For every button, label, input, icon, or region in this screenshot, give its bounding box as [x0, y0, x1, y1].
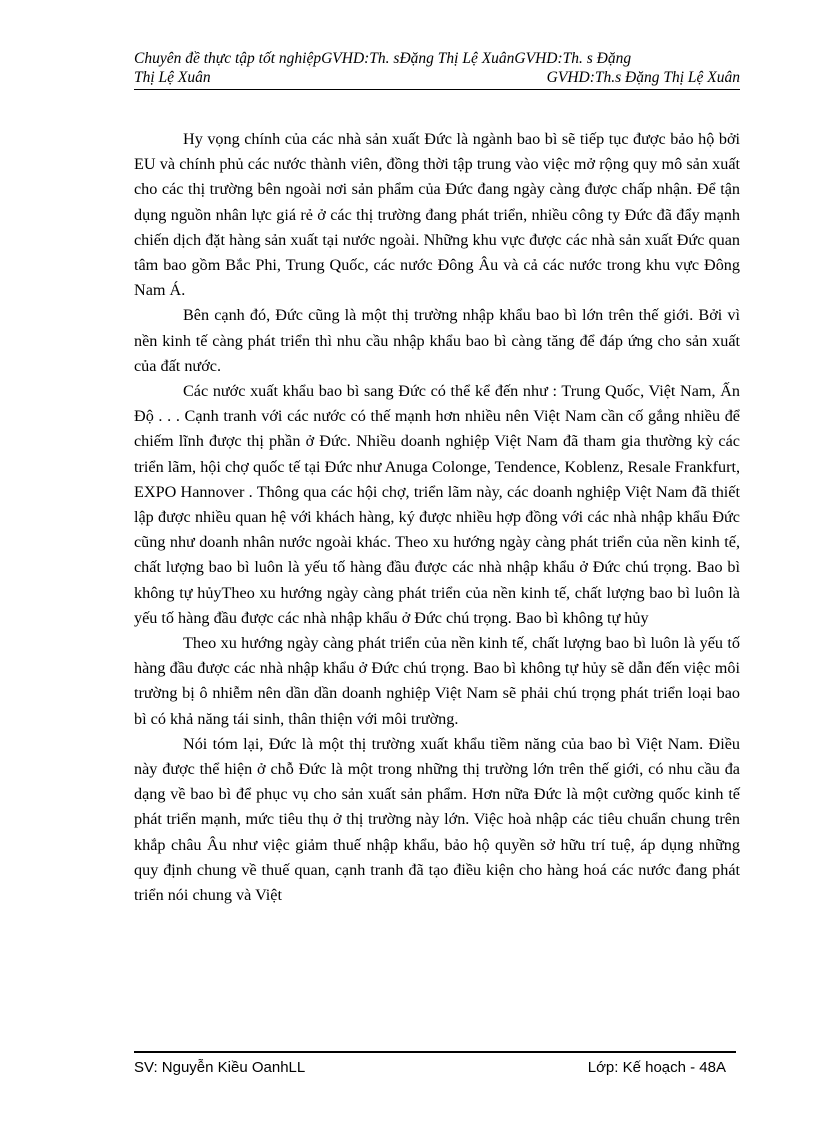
paragraph-5: Nói tóm lại, Đức là một thị trường xuất khẩu tiềm năng của bao bì Việt Nam. Điều này được thể hiện ở chỗ Đức là một trong những thị trường lớn trên thế giới, có nhu cầu đa dạng về bao bì để phục vụ cho sản xuất sản phẩm. Hơn nữa Đức là một cường quốc kinh tế phát triển mạnh, mức tiêu thụ ở thị trường này lớn. Việc hoà nhập các tiêu chuẩn chung trên khắp châu Âu như việc giảm thuế nhập khẩu, bảo hộ quyền sở hữu trí tuệ, áp dụng những quy định chung về thuế quan, cạnh tranh đã tạo điều kiện cho hàng hoá các nước đang phát triển nói chung và Việt [134, 734, 740, 905]
paragraph-1: Hy vọng chính của các nhà sản xuất Đức là ngành bao bì sẽ tiếp tục được bảo hộ bởi EU và chính phủ các nước thành viên, đồng thời tập trung vào việc mở rộng quy mô sản xuất cho các thị trường bên ngoài nơi sản phẩm của Đức đang ngày càng được chấp nhận. Để tận dụng nguồn nhân lực giá rẻ ở các thị trường đang phát triển, nhiều công ty Đức đã đẩy mạnh chiến dịch đặt hàng sản xuất tại nước ngoài. Những khu vực được các nhà sản xuất Đức quan tâm bao gồm Bắc Phi, Trung Quốc, các nước Đông Âu và cả các nước trong khu vực Đông Nam Á. [134, 130, 740, 300]
page-footer [134, 1051, 736, 1076]
header-line-2-right: GVHD:Th.s Đặng Thị Lệ Xuân [546, 69, 740, 86]
page-header [134, 49, 740, 90]
header-line-1: Chuyên đề thực tập tốt nghiệpGVHD:Th. sĐặng Thị Lệ XuânGVHD:Th. s Đặng [134, 50, 632, 67]
footer-class: Lớp: Kế hoạch - 48A [587, 1059, 726, 1076]
paragraph-3: Các nước xuất khẩu bao bì sang Đức có thể kể đến như : Trung Quốc, Việt Nam, Ấn Độ . . . Cạnh tranh với các nước có thế mạnh hơn nhiều nên Việt Nam cần cố gắng nhiều để chiếm lĩnh được thị phần ở Đức. Nhiều doanh nghiệp Việt Nam đã tham gia thường kỳ các triển lãm, hội chợ quốc tế tại Đức như Anuga Colonge, Tendence, Koblenz, Resale Frankfurt, EXPO Hannover . Thông qua các hội chợ, triển lãm này, các doanh nghiệp Việt Nam đã thiết lập được nhiều quan hệ với khách hàng, ký được nhiều hợp đồng với các nhà nhập khẩu Đức cũng như doanh nhân nước ngoài khác. Theo xu hướng ngày càng phát triển của nền kinh tế, chất lượng bao bì luôn là yếu tố hàng đầu được các nhà nhập khẩu ở Đức chú trọng. Bao bì không tự hủyTheo xu hướng ngày càng phát triển của nền kinh tế, chất lượng bao bì luôn là yếu tố hàng đầu được các nhà nhập khẩu ở Đức chú trọng. Bao bì không tự hủy [134, 382, 740, 627]
paragraph-2: Bên cạnh đó, Đức cũng là một thị trường nhập khẩu bao bì lớn trên thế giới. Bởi vì nền kinh tế càng phát triển thì nhu cầu nhập khẩu bao bì càng tăng để đáp ứng cho sản xuất của đất nước. [134, 306, 740, 375]
footer-student: SV: Nguyễn Kiều OanhLL [134, 1059, 306, 1076]
paragraph-4: Theo xu hướng ngày càng phát triển của nền kinh tế, chất lượng bao bì luôn là yếu tố hàng đầu được các nhà nhập khẩu ở Đức chú trọng. Bao bì không tự hủy sẽ dẫn đến việc môi trường bị ô nhiễm nên dần dần doanh nghiệp Việt Nam sẽ phải chú trọng phát triển loại bao bì có khả năng tái sinh, thân thiện với môi trường. [134, 634, 740, 728]
header-line-2 [134, 68, 740, 87]
header-line-2-left: Thị Lệ Xuân [134, 69, 211, 86]
document-body [134, 127, 740, 908]
